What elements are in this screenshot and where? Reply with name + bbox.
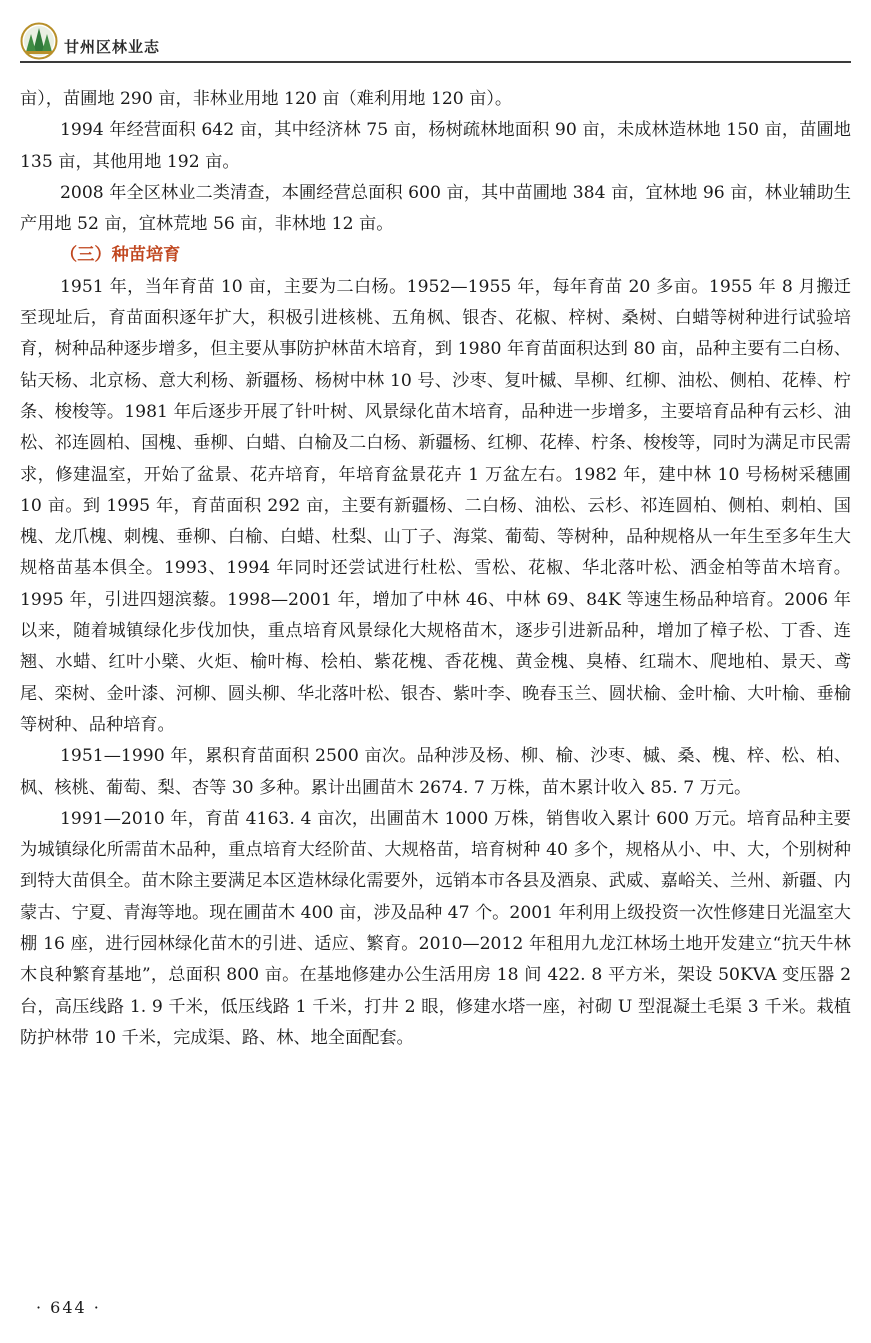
paragraph: 1991—2010 年，育苗 4163. 4 亩次，出圃苗木 1000 万株，销售收入累计 600 万元。培育品种主要为城镇绿化所需苗木品种，重点培育大经阶苗、大规格苗，培育树种 40 多个，规格从小、中、大，个别树种到特大苗俱全。苗木除主要满足本区造林绿化需要外，远销本市各县及酒泉、武威、嘉峪关、兰州、新疆、内蒙古、宁夏、青海等地。现在圃苗木 400 亩，涉及品种 47 个。2001 年利用上级投资一次性修建日光温室大棚 16 座，进行园林绿化苗木的引进、适应、繁育。2010—2012 年租用九龙江林场土地开发建立“抗天牛林木良种繁育基地”，总面积 800 亩。在基地修建办公生活用房 18 间 422. 8 平方米，架设 50KVA 变压器 2 台，高压线路 1. 9 千米，低压线路 1 千米，打井 2 眼，修建水塔一座，衬砌 U 型混凝土毛渠 3 千米。栽植防护林带 10 千米，完成渠、路、林、地全面配套。	[20, 808, 851, 1048]
paragraph: 亩），苗圃地 290 亩，非林业用地 120 亩（难利用地 120 亩）。	[20, 89, 513, 109]
page-number: · 644 ·	[36, 1298, 101, 1317]
header-rule	[20, 61, 851, 63]
forestry-logo-icon	[20, 22, 58, 60]
paragraph: 1994 年经营面积 642 亩，其中经济林 75 亩，杨树疏林地面积 90 亩，未成林造林地 150 亩，苗圃地 135 亩，其他用地 192 亩。	[20, 120, 851, 172]
book-title: 甘州区林业志	[64, 38, 161, 56]
running-header	[20, 18, 850, 64]
paragraph: 1951—1990 年，累积育苗面积 2500 亩次。品种涉及杨、柳、榆、沙枣、槭、桑、槐、梓、松、柏、枫、核桃、葡萄、梨、杏等 30 多种。累计出圃苗木 2674. 7 万株，苗木累计收入 85. 7 万元。	[20, 746, 851, 798]
section-heading: （三）种苗培育	[60, 245, 181, 266]
paragraph: 2008 年全区林业二类清查，本圃经营总面积 600 亩，其中苗圃地 384 亩，宜林地 96 亩，林业辅助生产用地 52 亩，宜林荒地 56 亩，非林地 12 亩。	[20, 182, 851, 235]
paragraph: 1951 年，当年育苗 10 亩，主要为二白杨。1952—1955 年，每年育苗 20 多亩。1955 年 8 月搬迁至现址后，育苗面积逐年扩大，积极引进核桃、五角枫、银杏、花椒、梓树、桑树、白蜡等树种进行试验培育，树种品种逐步增多，但主要从事防护林苗木培育，到 1980 年育苗面积达到 80 亩，品种主要有二白杨、钻天杨、北京杨、意大利杨、新疆杨、杨树中林 10 号、沙枣、复叶槭、旱柳、红柳、油松、侧柏、花棒、柠条、梭梭等。1981 年后逐步开展了针叶树、风景绿化苗木培育，品种进一步增多，主要培育品种有云杉、油松、祁连圆柏、国槐、垂柳、白蜡、白榆及二白杨、新疆杨、红柳、花棒、柠条、梭梭等，同时为满足市民需求，修建温室，开始了盆景、花卉培育，年培育盆景花卉 1 万盆左右。1982 年，建中林 10 号杨树采穗圃 10 亩。到 1995 年，育苗面积 292 亩，主要有新疆杨、二白杨、油松、云杉、祁连圆柏、侧柏、刺柏、国槐、龙爪槐、刺槐、垂柳、白榆、白蜡、杜梨、山丁子、海棠、葡萄、等树种，品种规格从一年生至多年生大规格苗基本俱全。1993、1994 年同时还尝试进行杜松、雪松、花椒、华北落叶松、洒金柏等苗木培育。1995 年，引进四翅滨藜。1998—2001 年，增加了中林 46、中林 69、84K 等速生杨品种培育。2006 年以来，随着城镇绿化步伐加快，重点培育风景绿化大规格苗木，逐步引进新品种，增加了樟子松、丁香、连翘、水蜡、红叶小檗、火炬、榆叶梅、桧柏、紫花槐、香花槐、黄金槐、臭椿、红瑞木、爬地柏、景天、鸢尾、栾树、金叶漆、河柳、圆头柳、华北落叶松、银杏、紫叶李、晚春玉兰、圆状榆、金叶榆、大叶榆、垂榆等树种、品种培育。	[20, 276, 851, 735]
main-text	[20, 84, 851, 1054]
